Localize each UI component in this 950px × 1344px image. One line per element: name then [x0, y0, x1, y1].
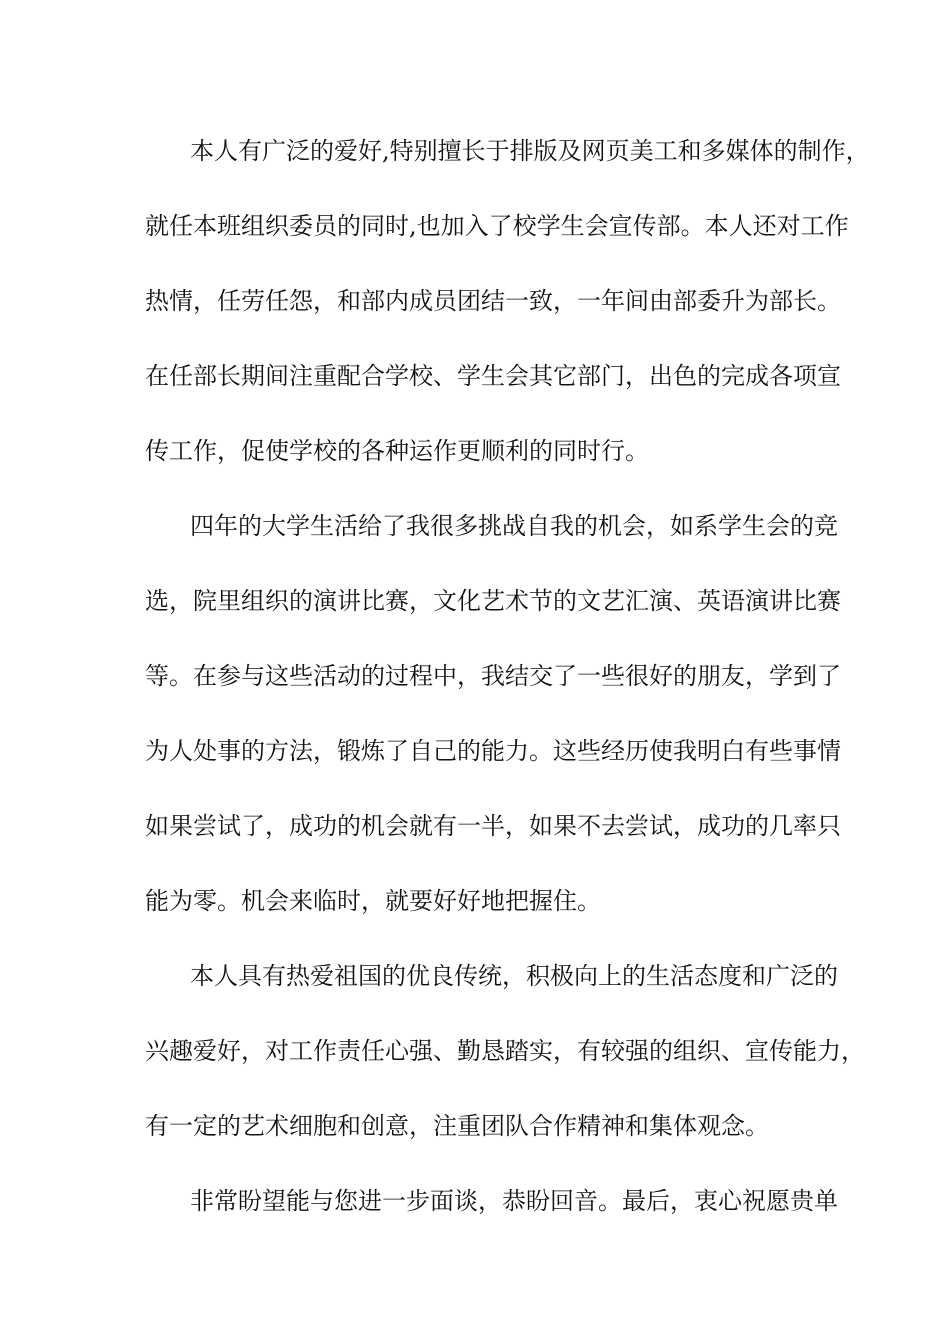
paragraph-3-line-3: 有一定的艺术细胞和创意，注重团队合作精神和集体观念。: [145, 1112, 769, 1140]
paragraph-1-line-3: 热情，任劳任怨，和部内成员团结一致，一年间由部委升为部长。: [145, 287, 841, 315]
paragraph-3-line-2: 兴趣爱好，对工作责任心强、勤恳踏实，有较强的组织、宣传能力，: [145, 1037, 865, 1065]
paragraph-4-line-1: 非常盼望能与您进一步面谈，恭盼回音。最后，衷心祝愿贵单: [190, 1187, 838, 1215]
paragraph-1-line-2: 就任本班组织委员的同时,也加入了校学生会宣传部。本人还对工作: [145, 212, 849, 240]
paragraph-2-line-1: 四年的大学生活给了我很多挑战自我的机会，如系学生会的竞: [190, 512, 838, 540]
paragraph-3-line-1: 本人具有热爱祖国的优良传统，积极向上的生活态度和广泛的: [190, 962, 838, 990]
paragraph-1-line-5: 传工作，促使学校的各种运作更顺利的同时行。: [145, 437, 649, 465]
paragraph-1-line-4: 在任部长期间注重配合学校、学生会其它部门，出色的完成各项宣: [145, 362, 841, 390]
paragraph-2-line-3: 等。在参与这些活动的过程中，我结交了一些很好的朋友，学到了: [145, 662, 841, 690]
paragraph-2-line-5: 如果尝试了，成功的机会就有一半，如果不去尝试，成功的几率只: [145, 812, 841, 840]
paragraph-2-line-6: 能为零。机会来临时，就要好好地把握住。: [145, 887, 601, 915]
paragraph-2-line-2: 选，院里组织的演讲比赛，文化艺术节的文艺汇演、英语演讲比赛: [145, 587, 841, 615]
paragraph-2-line-4: 为人处事的方法，锻炼了自己的能力。这些经历使我明白有些事情: [145, 737, 841, 765]
paragraph-1-line-1: 本人有广泛的爱好,特别擅长于排版及网页美工和多媒体的制作，: [190, 137, 870, 165]
